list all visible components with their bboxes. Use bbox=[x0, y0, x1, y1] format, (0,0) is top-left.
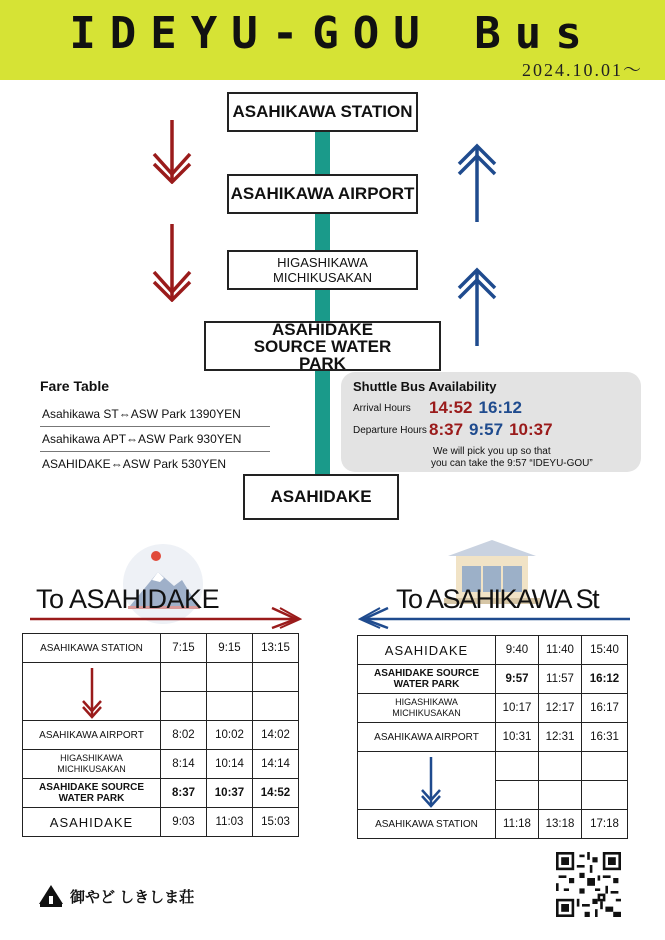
table-row bbox=[358, 723, 628, 752]
time-cell: 10:37 bbox=[207, 779, 253, 808]
station-label: ASAHIDAKE SOURCE WATER PARK bbox=[373, 668, 479, 690]
table-row bbox=[23, 779, 299, 808]
time-cell: 13:18 bbox=[539, 810, 582, 839]
time-cell bbox=[582, 752, 628, 781]
time-cell: 11:57 bbox=[539, 665, 582, 694]
down-arrow-icon bbox=[81, 667, 103, 719]
time-cell bbox=[207, 663, 253, 692]
station-cell: ASAHIDAKE bbox=[358, 636, 496, 665]
time-cell: 8:37 bbox=[161, 779, 207, 808]
down-arrow-icon bbox=[150, 222, 194, 302]
time-cell bbox=[539, 752, 582, 781]
time-cell: 10:17 bbox=[496, 694, 539, 723]
departure-time: 10:37 bbox=[509, 420, 553, 439]
logo-text: 御やど しきしま荘 bbox=[70, 888, 195, 906]
time-cell: 10:31 bbox=[496, 723, 539, 752]
station-cell: ASAHIKAWA AIRPORT bbox=[358, 723, 496, 752]
time-cell: 14:02 bbox=[253, 721, 299, 750]
station-cell: ASAHIDAKE bbox=[23, 808, 161, 837]
time-cell: 8:02 bbox=[161, 721, 207, 750]
arrival-time: 14:52 bbox=[429, 398, 473, 417]
table-row bbox=[358, 752, 628, 781]
table-row bbox=[23, 808, 299, 837]
time-cell: 16:17 bbox=[582, 694, 628, 723]
station-label: HIGASHIKAWA MICHIKUSAKAN bbox=[57, 753, 126, 774]
table-row bbox=[23, 663, 299, 692]
table-row bbox=[358, 694, 628, 723]
arrival-times bbox=[429, 398, 528, 418]
shuttle-note bbox=[431, 446, 593, 470]
time-cell: 12:31 bbox=[539, 723, 582, 752]
route-stop-asahikawa-station: ASAHIKAWA STATION bbox=[227, 92, 418, 132]
down-arrow-icon bbox=[150, 118, 194, 184]
time-cell: 15:40 bbox=[582, 636, 628, 665]
departure-times bbox=[429, 420, 559, 440]
time-cell: 17:18 bbox=[582, 810, 628, 839]
to-asahikawa-title: To ASAHIKAWA St bbox=[396, 584, 599, 614]
arrow-cell bbox=[23, 663, 161, 692]
time-cell: 14:14 bbox=[253, 750, 299, 779]
time-cell: 9:03 bbox=[161, 808, 207, 837]
departure-hours-label: Departure Hours bbox=[353, 425, 427, 436]
time-cell: 16:31 bbox=[582, 723, 628, 752]
qr-code-icon[interactable] bbox=[556, 852, 621, 917]
station-cell bbox=[358, 694, 496, 723]
time-cell: 15:03 bbox=[253, 808, 299, 837]
station-label: ASAHIDAKE SOURCE WATER PARK bbox=[38, 782, 144, 804]
time-cell: 7:15 bbox=[161, 634, 207, 663]
table-row bbox=[23, 692, 299, 721]
time-cell: 11:03 bbox=[207, 808, 253, 837]
arrival-hours-label: Arrival Hours bbox=[353, 403, 411, 414]
down-arrow-icon bbox=[420, 756, 442, 808]
right-arrow-icon bbox=[30, 606, 302, 630]
station-cell: ASAHIKAWA STATION bbox=[23, 634, 161, 663]
time-cell: 13:15 bbox=[253, 634, 299, 663]
fare-row: Asahikawa APT⇔ASW Park 930YEN bbox=[40, 427, 270, 452]
up-arrow-icon bbox=[455, 266, 499, 348]
route-stop-higashikawa-michikusakan: HIGASHIKAWA MICHIKUSAKAN bbox=[227, 250, 418, 290]
timetable-to-asahikawa bbox=[357, 635, 628, 839]
fare-table-title: Fare Table bbox=[40, 378, 109, 394]
time-cell bbox=[161, 663, 207, 692]
table-row bbox=[358, 781, 628, 810]
shuttle-note-line: you can take the 9:57 “IDEYU-GOU” bbox=[431, 458, 593, 469]
time-cell: 9:57 bbox=[496, 665, 539, 694]
time-cell: 16:12 bbox=[582, 665, 628, 694]
time-cell: 10:02 bbox=[207, 721, 253, 750]
left-arrow-icon bbox=[358, 606, 630, 630]
shuttle-availability-box bbox=[341, 372, 641, 472]
arrow-cell bbox=[358, 752, 496, 781]
route-stop-asahidake: ASAHIDAKE bbox=[243, 474, 399, 520]
station-cell bbox=[23, 750, 161, 779]
time-cell bbox=[207, 692, 253, 721]
fare-table bbox=[40, 378, 270, 476]
effective-date: 2024.10.01～ bbox=[522, 60, 643, 80]
time-cell: 9:40 bbox=[496, 636, 539, 665]
table-row bbox=[358, 636, 628, 665]
time-cell bbox=[161, 692, 207, 721]
table-row bbox=[23, 634, 299, 663]
time-cell: 9:15 bbox=[207, 634, 253, 663]
time-cell: 10:14 bbox=[207, 750, 253, 779]
time-cell: 12:17 bbox=[539, 694, 582, 723]
time-cell bbox=[496, 752, 539, 781]
time-cell: 11:40 bbox=[539, 636, 582, 665]
time-cell bbox=[539, 781, 582, 810]
departure-time: 8:37 bbox=[429, 420, 464, 439]
time-cell bbox=[496, 781, 539, 810]
shuttle-title: Shuttle Bus Availability bbox=[353, 379, 497, 394]
time-cell bbox=[582, 781, 628, 810]
time-cell: 14:52 bbox=[253, 779, 299, 808]
departure-time: 9:57 bbox=[469, 420, 504, 439]
route-stop-asahidake-source-water-park bbox=[204, 321, 441, 371]
table-row bbox=[358, 665, 628, 694]
time-cell: 11:18 bbox=[496, 810, 539, 839]
time-cell: 8:14 bbox=[161, 750, 207, 779]
time-cell bbox=[253, 663, 299, 692]
shuttle-note-line: We will pick you up so that bbox=[433, 446, 551, 457]
arrival-time: 16:12 bbox=[478, 398, 522, 417]
table-row bbox=[358, 810, 628, 839]
up-arrow-icon bbox=[455, 142, 499, 224]
station-cell: ASAHIKAWA AIRPORT bbox=[23, 721, 161, 750]
fare-row: ASAHIDAKE⇔ASW Park 530YEN bbox=[42, 457, 227, 471]
table-row bbox=[23, 721, 299, 750]
station-cell bbox=[358, 665, 496, 694]
time-cell bbox=[253, 692, 299, 721]
lodge-crest-icon bbox=[38, 884, 64, 908]
fare-row: Asahikawa ST⇔ASW Park 1390YEN bbox=[40, 402, 270, 427]
timetable-to-asahidake bbox=[22, 633, 299, 837]
table-row bbox=[23, 750, 299, 779]
lodge-logo bbox=[38, 884, 194, 908]
station-cell: ASAHIKAWA STATION bbox=[358, 810, 496, 839]
route-stop-asw-park-label: ASAHIDAKE SOURCE WATER PARK bbox=[253, 319, 392, 373]
header-band bbox=[0, 0, 665, 80]
station-cell bbox=[23, 779, 161, 808]
station-label: HIGASHIKAWA MICHIKUSAKAN bbox=[392, 697, 461, 718]
page-title: IDEYU-GOU Bus bbox=[69, 8, 596, 59]
to-asahidake-title: To ASAHIDAKE bbox=[36, 584, 220, 614]
route-stop-asahikawa-airport: ASAHIKAWA AIRPORT bbox=[227, 174, 418, 214]
